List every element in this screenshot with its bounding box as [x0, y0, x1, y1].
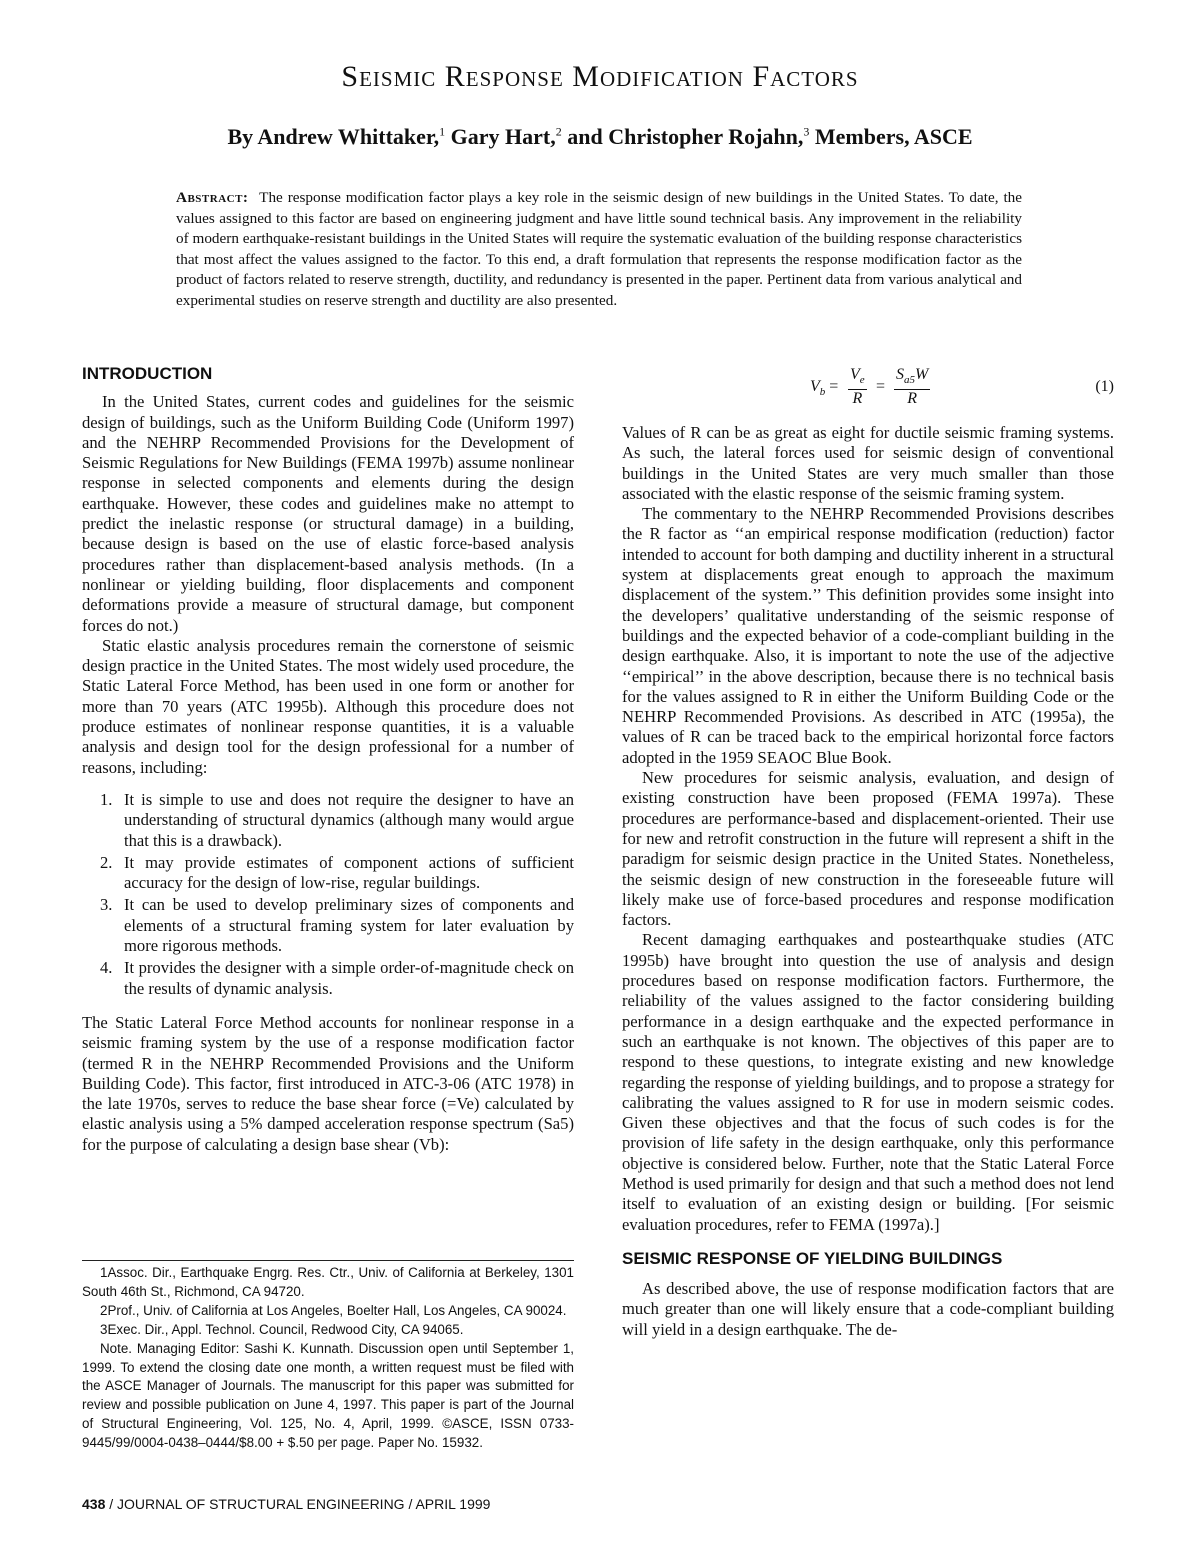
list-number: 1.	[100, 789, 113, 809]
author-line	[0, 124, 1200, 150]
author-1: By Andrew Whittaker,	[227, 124, 440, 149]
abstract-text: The response modification factor plays a key role in the seismic design of new buildings in the United States. To date, the values assigned to this factor are based on engineering judgment and have little sound technical basis. Any improvement in the reliability of modern earthquake-resistant buildings in the United States will require the systematic evaluation of the building response characteristics that most affect the values assigned to the factor. To this end, a draft formulation that represents the response modification factor as the product of factors related to reserve strength, ductility, and redundancy is presented in the paper. Pertinent data from various analytical and experimental studies on reserve strength and ductility are also presented.	[176, 189, 1022, 309]
footnote-3: 3Exec. Dir., Appl. Technol. Council, Redwood City, CA 94065.	[100, 1321, 464, 1337]
left-column	[82, 364, 574, 1155]
section-heading-2: SEISMIC RESPONSE OF YIELDING BUILDINGS	[622, 1248, 1003, 1268]
list-number: 4.	[100, 958, 113, 978]
page-footer	[82, 1496, 490, 1512]
eq-num2-sub: a5	[904, 374, 915, 387]
paper-title: Seismic Response Modification Factors	[341, 60, 859, 93]
eq-den2: R	[907, 390, 918, 408]
list-number: 3.	[100, 895, 113, 915]
abstract	[176, 188, 1022, 312]
list-item	[82, 895, 574, 956]
footnote-2: 2Prof., Univ. of California at Los Angeles, Boelter Hall, Los Angeles, CA 90024.	[100, 1302, 567, 1318]
list-number: 2.	[100, 852, 113, 872]
eq-den1: R	[852, 390, 863, 408]
eq-num2: S	[896, 366, 904, 383]
list-item	[82, 958, 574, 999]
author-3: and Christopher Rojahn,	[561, 124, 804, 149]
right-paragraph-3: New procedures for seismic analysis, evaluation, and design of existing construction have been proposed (FEMA 1997a). These procedures are performance-based and displacement-oriented. Their use for new and retrofit construction in the future will represent a shift in the paradigm for seismic design practice in the United States. Nonetheless, the seismic design of new construction in the foreseeable future will likely make use of force-based procedures and response modification factors.	[622, 768, 1114, 930]
eq-lhs: V	[810, 378, 820, 395]
equation-1: $V_b$ = $\frac{V_e}{R}$ = $\frac{S_{a5}W}{R}$ (1)	[810, 366, 1114, 408]
list-text: It is simple to use and does not require the designer to have an understanding of structural dynamics (although many would argue that this is a drawback).	[124, 789, 574, 850]
list-text: It can be used to develop preliminary sizes of components and elements of a structural framing system for later evaluation by more rigorous methods.	[124, 895, 574, 956]
reasons-list	[82, 790, 574, 999]
intro-paragraph-3: The Static Lateral Force Method accounts for nonlinear response in a seismic framing system by the use of a response modification factor (termed R in the NEHRP Recommended Provisions and the Uniform Building Code). This factor, first introduced in ATC-3-06 (ATC 1978) in the late 1970s, serves to reduce the base shear force (=Ve) calculated by elastic analysis using a 5% damped acceleration response spectrum (Sa5) for the purpose of calculating a design base shear (Vb):	[82, 1012, 574, 1154]
author-2: Gary Hart,	[445, 124, 556, 149]
footnote-1: 1Assoc. Dir., Earthquake Engrg. Res. Ctr., Univ. of California at Berkeley, 1301 South 46th St., Richmond, CA 94720.	[82, 1265, 574, 1299]
abstract-label: Abstract:	[176, 189, 249, 206]
intro-paragraph-2: Static elastic analysis procedures remain the cornerstone of seismic design practice in the United States. The most widely used procedure, the Static Lateral Force Method, has been used in one form or another for more than 70 years (ATC 1995b). Although this procedure does not produce estimates of nonlinear response quantities, it is a valuable analysis and design tool for the design professional for a number of reasons, including:	[82, 635, 574, 777]
author-affiliation: Members, ASCE	[809, 124, 973, 149]
intro-paragraph-1: In the United States, current codes and guidelines for the seismic design of buildings, such as the Uniform Building Code (Uniform 1997) and the NEHRP Recommended Provisions for the Development of Seismic Regulations for New Buildings (FEMA 1997b) assume nonlinear response in selected components and elements during the design earthquake. However, these codes and guidelines make no attempt to predict the inelastic response (or structural damage) in a building, because design is based on the use of elastic force-based analysis procedures rather than displacement-based analysis methods. (In a nonlinear or yielding building, floor displacements and component deformations provide a measure of structural damage, but component forces do not.)	[82, 392, 574, 635]
page-number: 438	[82, 1496, 106, 1512]
journal-footer: / JOURNAL OF STRUCTURAL ENGINEERING / APRIL 1999	[105, 1496, 491, 1512]
right-column	[622, 423, 1114, 1340]
right-paragraph-4: Recent damaging earthquakes and postearthquake studies (ATC 1995b) have brought into question the use of analysis and design procedures based on response modification factors. Furthermore, the reliability of the values assigned to the factor considering building performance in a design earthquake and the expected performance in such an earthquake is not known. The objectives of this paper are to respond to these questions, to integrate existing and new knowledge regarding the response of yielding buildings, and to propose a strategy for calibrating the values assigned to R for use in modern seismic codes. Given these objectives and that the focus of such codes is for the provision of life safety in the design earthquake, only this performance objective is considered below. Further, note that the Static Lateral Force Method is used primarily for design and that such a method does not lend itself to evaluation of an existing design or building. [For seismic evaluation procedures, refer to FEMA (1997a).]	[622, 930, 1114, 1234]
author-2-mark: 2	[555, 124, 562, 139]
list-text: It provides the designer with a simple order-of-magnitude check on the results of dynamic analysis.	[124, 958, 574, 998]
eq-lhs-sub: b	[819, 386, 826, 399]
eq-num1: V	[850, 366, 860, 383]
author-3-mark: 3	[803, 124, 810, 139]
list-item	[82, 790, 574, 851]
right-paragraph-5: As described above, the use of response modification factors that are much greater than one will likely ensure that a code-compliant building will yield in a design earthquake. The de-	[622, 1279, 1114, 1339]
list-text: It may provide estimates of component actions of sufficient accuracy for the design of low-rise, regular buildings.	[124, 852, 574, 893]
eq-num2-tail: W	[915, 366, 929, 383]
right-paragraph-1: Values of R can be as great as eight for ductile seismic framing systems. As such, the lateral forces used for seismic design of conventional buildings in the United States are very much smaller than those associated with the elastic response of the seismic framing system.	[622, 423, 1114, 503]
editor-note: Note. Managing Editor: Sashi K. Kunnath. Discussion open until September 1, 1999. To extend the closing date one month, a written request must be filed with the ASCE Manager of Journals. The manuscript for this paper was submitted for review and possible publication on June 4, 1997. This paper is part of the Journal of Structural Engineering, Vol. 125, No. 4, April, 1999. ©ASCE, ISSN 0733-9445/99/0004-0438–0444/$8.00 + $.50 per page. Paper No. 15932.	[82, 1340, 574, 1451]
footnote-rule	[82, 1260, 574, 1261]
list-item	[82, 853, 574, 894]
right-paragraph-2: The commentary to the NEHRP Recommended Provisions describes the R factor as ‘‘an empirical response modification (reduction) factor intended to account for both damping and ductility inherent in a structural system at displacements great enough to approach the maximum displacement of the system.’’ This definition provides some insight into the developers’ qualitative understanding of the seismic response of buildings and the expected behavior of a code-compliant building in the design earthquake. Also, it is important to note the use of the adjective ‘‘empirical’’ in the above description, because there is no technical basis for the values assigned to R in either the Uniform Building Code or the NEHRP Recommended Provisions. As described in ATC (1995a), the values of R can be traced back to the empirical horizontal force factors adopted in the 1959 SEAOC Blue Book.	[622, 504, 1114, 767]
intro-heading: INTRODUCTION	[82, 364, 213, 383]
footnotes	[82, 1264, 574, 1453]
eq-num1-sub: e	[859, 374, 865, 387]
equation-label: (1)	[1095, 378, 1114, 395]
author-1-mark: 1	[439, 124, 446, 139]
